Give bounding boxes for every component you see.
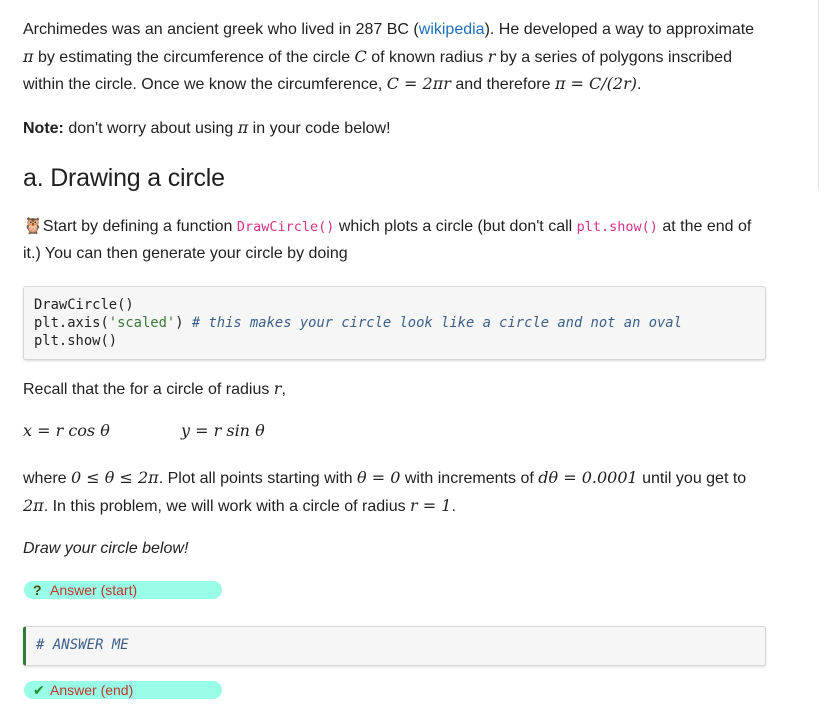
math-circumference-formula: C = 2πr: [386, 74, 451, 93]
inline-code-drawcircle: DrawCircle(): [236, 219, 335, 235]
equation-y: y = r sin θ: [181, 421, 265, 440]
equation-x: x = r cos θ: [23, 421, 110, 440]
math-pi: π: [23, 46, 34, 66]
math-c: C: [354, 46, 367, 66]
math-radius: r = 1: [410, 495, 452, 515]
math-r: r: [273, 379, 282, 398]
answer-end-badge: [24, 681, 222, 699]
where-paragraph: where 0 ≤ θ ≤ 2π. Plot all points starting with θ = 0 with increments of dθ = 0.0001 until you get to 2π. In this problem, we will work with a circle of radius r = 1.: [23, 468, 747, 515]
code-line-1: DrawCircle(): [34, 297, 134, 313]
recall-paragraph: Recall that the for a circle of radius r,: [23, 379, 286, 398]
code-line-3: plt.show(): [34, 333, 118, 349]
answer-code-cell[interactable]: [23, 626, 766, 666]
math-pi-formula: π = C/(2r): [554, 74, 637, 93]
answer-code-text: # ANSWER ME: [36, 637, 129, 653]
math-theta-start: θ = 0: [357, 468, 401, 487]
answer-start-badge: [24, 581, 222, 599]
answer-start-label: Answer (start): [50, 582, 138, 598]
checkmark-icon: ✔: [33, 682, 45, 698]
answer-end-label: Answer (end): [50, 682, 134, 698]
question-icon: ?: [33, 582, 42, 598]
parametric-equations: [23, 421, 768, 447]
section-heading: a. Drawing a circle: [23, 164, 225, 192]
draw-prompt: Draw your circle below!: [23, 540, 189, 557]
math-pi: π: [237, 118, 249, 137]
scrollbar-edge: [818, 0, 819, 190]
owl-icon: 🦉: [23, 218, 43, 235]
task-paragraph: 🦉Start by defining a function DrawCircle() which plots a circle (but don't call plt.show() at the end of it.) You can then generate your circle by doing: [23, 218, 752, 262]
math-theta-range: 0 ≤ θ ≤ 2π: [71, 468, 159, 487]
note-paragraph: Note: don't worry about using π in your code below!: [23, 118, 391, 137]
wikipedia-link[interactable]: wikipedia: [418, 21, 485, 38]
example-code-block[interactable]: [23, 286, 766, 360]
math-increment: dθ = 0.0001: [538, 468, 638, 487]
math-r: r: [487, 46, 496, 66]
intro-paragraph: Archimedes was an ancient greek who lived in 287 BC (wikipedia). He developed a way to approximate π by estimating the circumference of the circle C of known radius r by a series of polygons inscribed within the circle. Once we know the circumference, C = 2πr and therefore π = C/(2r).: [23, 21, 755, 93]
inline-code-plt-show: plt.show(): [576, 219, 658, 235]
math-two-pi: 2π: [23, 495, 44, 515]
code-line-2: plt.axis('scaled') # this makes your circle look like a circle and not an oval: [34, 315, 682, 331]
